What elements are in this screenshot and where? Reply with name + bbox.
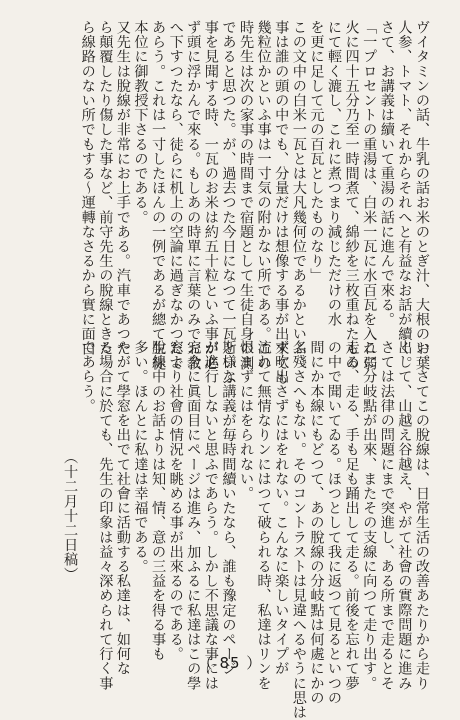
text-column: 多い。ほんとに私達は幸福である。 [132, 340, 149, 574]
text-column: 幾粒位かといふ事は一寸気の附かない所である。この [255, 20, 272, 371]
text-column: ヴイタミンの話、牛乳の話お米のとぎ汁、大根のお葉 [414, 20, 430, 371]
text-column: い。さてこの脫線は、日常生活の改善あたりから走り [414, 340, 430, 691]
text-column: 火に四十五分乃至一時間煮て、綿紗を三枚重ねたもの [343, 20, 360, 371]
text-column: やがて學窓を出でて社會に活動する私達は、如何な [114, 340, 131, 676]
text-column: 斯様な講義が毎時間續いたなら、誰も豫定のページ [220, 340, 237, 676]
text-column: ず吹出さずにはをれない。こんなに楽しいタイプが [273, 340, 290, 676]
text-column: にて輕く漉し、これに煮つまり減じただけの水 [326, 20, 343, 327]
text-column: ら顛覆したり傷した事など、前守先生の脫線ときた [97, 20, 114, 356]
text-column: 出して、山越え谷越え、やがて社會の實際問題に進み [396, 340, 413, 691]
text-column: あらう。これは一寸したほんの一例であるが總て生徒 [150, 20, 167, 371]
text-column: へ下すつたなら、徒らに机上の空論に過ぎなかつたで [167, 20, 184, 371]
text-column: であらう。 [79, 340, 96, 413]
page-number: （ 85 ） [197, 654, 263, 672]
text-column: 脫線中のお話よりは知、情、意の三益を得る事も [150, 340, 167, 662]
text-column: 時先生は次の家事の時間まで宿題として生徒自身の測 [238, 20, 255, 371]
text-column: 恨まずにはをられない。 [238, 340, 255, 501]
date-signature: （十二月十二日稿） [62, 450, 79, 582]
text-column: 流れて無情なりンにはつて破られる時、私達はリンを [255, 340, 272, 691]
text-column: 間にか本線にもどつて、あの脫線の分岐點は何處にかの [308, 340, 325, 705]
text-column: 窓より社會の情況を眺める事が出來るのである。 [167, 340, 184, 662]
text-column: であると思つた。が、過去つた今日になつて一瓦といふ [220, 20, 237, 385]
text-column: 名殘さへもない。そのコントラストは見違へるやうに思は [290, 340, 307, 720]
text-column: こに分岐點が出來、またその支線に向つて走り出す。 [361, 340, 378, 691]
text-column: ず頭に浮かんで來る。もしあの時單に言葉のみでお教 [185, 20, 202, 371]
text-column: 又先生は脫線が非常にお上手である。汽車であつた [114, 20, 131, 356]
upper-text-block [78, 20, 430, 385]
text-column: ら線路のない所でもする～運轉なさるから實に面白 [79, 20, 96, 356]
text-column: 走る、走る、手も足も踊出して走る。前後を忘れて夢 [343, 340, 360, 691]
text-column: 本位に御教授下さるのである。 [132, 20, 149, 225]
text-column: 人参、トマト、それからそれへと有益なお話が續く。 [396, 20, 413, 371]
text-column: を更に足して元の百瓦としたものなり」 [308, 20, 325, 283]
text-column: る場合に於ても、先生の印象は益々深められて行く事 [97, 340, 114, 691]
text-column: この文中の白米一瓦とは大凡幾何位であるかといふ [290, 20, 307, 356]
text-column: の中で聞いてゐる。ほつとして我に返つて見るといつの [326, 340, 343, 705]
text-column: が進行しないと思ふであらう。しかし不思議な事には [202, 340, 219, 691]
text-column: 事を見聞する時、一瓦のお米は約五十粒といふ事が必 [202, 20, 219, 371]
text-column: 完全に眞面目にページは進み、加ふるに私達はこの學 [185, 340, 202, 691]
text-column: 事は誰の頭の中でも、分量だけは想像する事が出來ても [273, 20, 290, 385]
text-column: さて、お講義は續いて重湯の話に進んで來る。 [378, 20, 395, 327]
text-column: 「一プロセントの重湯は、白米一瓦に水百瓦を入れ弱 [361, 20, 378, 371]
text-column: さては法律の問題にまで突進し、ある所まで走るとそ [378, 340, 395, 691]
